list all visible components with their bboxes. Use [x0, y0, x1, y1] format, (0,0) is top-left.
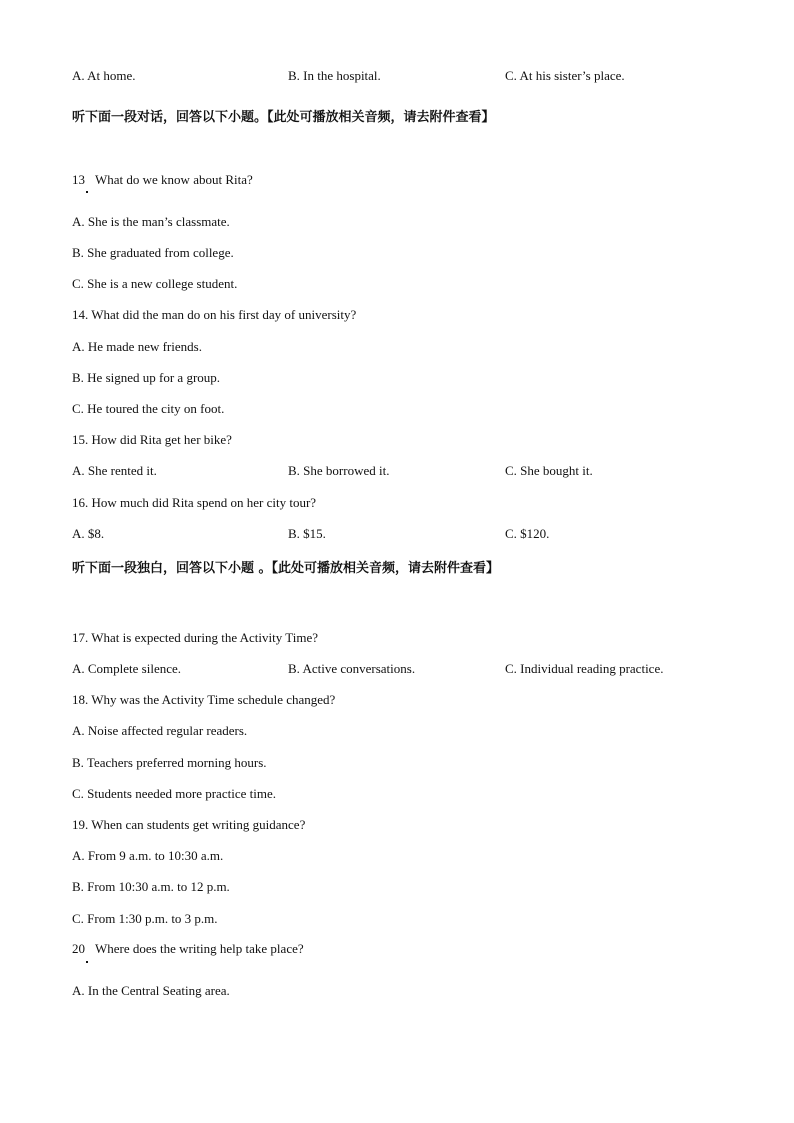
- q13-question: What do we know about Rita?: [95, 172, 253, 187]
- q19-question: 19. When can students get writing guidance?: [72, 817, 306, 832]
- q19-option-a: A. From 9 a.m. to 10:30 a.m.: [72, 848, 224, 863]
- q14-option-c: C. He toured the city on foot.: [72, 401, 225, 416]
- q15-option-b: B. She borrowed it.: [288, 463, 390, 478]
- q20-question: Where does the writing help take place?: [95, 941, 304, 956]
- q14-question: 14. What did the man do on his first day of university?: [72, 307, 357, 322]
- monologue-instruction: 听下面一段独白，回答以下小题 。【此处可播放相关音频，请去附件查看】: [72, 561, 500, 576]
- q12-option-c: C. At his sister’s place.: [505, 68, 625, 83]
- q15-option-c: C. She bought it.: [505, 463, 593, 478]
- q15-option-a: A. She rented it.: [72, 463, 157, 478]
- q17-option-a: A. Complete silence.: [72, 661, 182, 676]
- q19-option-b: B. From 10:30 a.m. to 12 p.m.: [72, 879, 230, 894]
- q18-option-b: B. Teachers preferred morning hours.: [72, 755, 267, 770]
- q13-option-a: A. She is the man’s classmate.: [72, 214, 230, 229]
- q13-option-c: C. She is a new college student.: [72, 276, 238, 291]
- q20-number: 20: [72, 941, 85, 956]
- q18-option-a: A. Noise affected regular readers.: [72, 723, 248, 738]
- dialogue-instruction: 听下面一段对话，回答以下小题。【此处可播放相关音频，请去附件查看】: [72, 110, 495, 125]
- q13-option-b: B. She graduated from college.: [72, 245, 234, 260]
- q16-question: 16. How much did Rita spend on her city tour?: [72, 495, 317, 510]
- q17-question: 17. What is expected during the Activity Time?: [72, 630, 319, 645]
- q17-option-b: B. Active conversations.: [288, 661, 416, 676]
- q17-option-c: C. Individual reading practice.: [505, 661, 664, 676]
- q14-option-b: B. He signed up for a group.: [72, 370, 221, 385]
- q15-question: 15. How did Rita get her bike?: [72, 432, 232, 447]
- q12-option-b: B. In the hospital.: [288, 68, 381, 83]
- q20-number-dot: [86, 961, 88, 963]
- q12-option-a: A. At home.: [72, 68, 136, 83]
- q13-number-dot: [86, 191, 88, 193]
- q16-option-a: A. $8.: [72, 526, 105, 541]
- q19-option-c: C. From 1:30 p.m. to 3 p.m.: [72, 911, 218, 926]
- q20-option-a: A. In the Central Seating area.: [72, 983, 230, 998]
- q16-option-b: B. $15.: [288, 526, 326, 541]
- q18-option-c: C. Students needed more practice time.: [72, 786, 276, 801]
- q14-option-a: A. He made new friends.: [72, 339, 202, 354]
- q18-question: 18. Why was the Activity Time schedule changed?: [72, 692, 336, 707]
- q16-option-c: C. $120.: [505, 526, 550, 541]
- q13-number: 13: [72, 172, 85, 187]
